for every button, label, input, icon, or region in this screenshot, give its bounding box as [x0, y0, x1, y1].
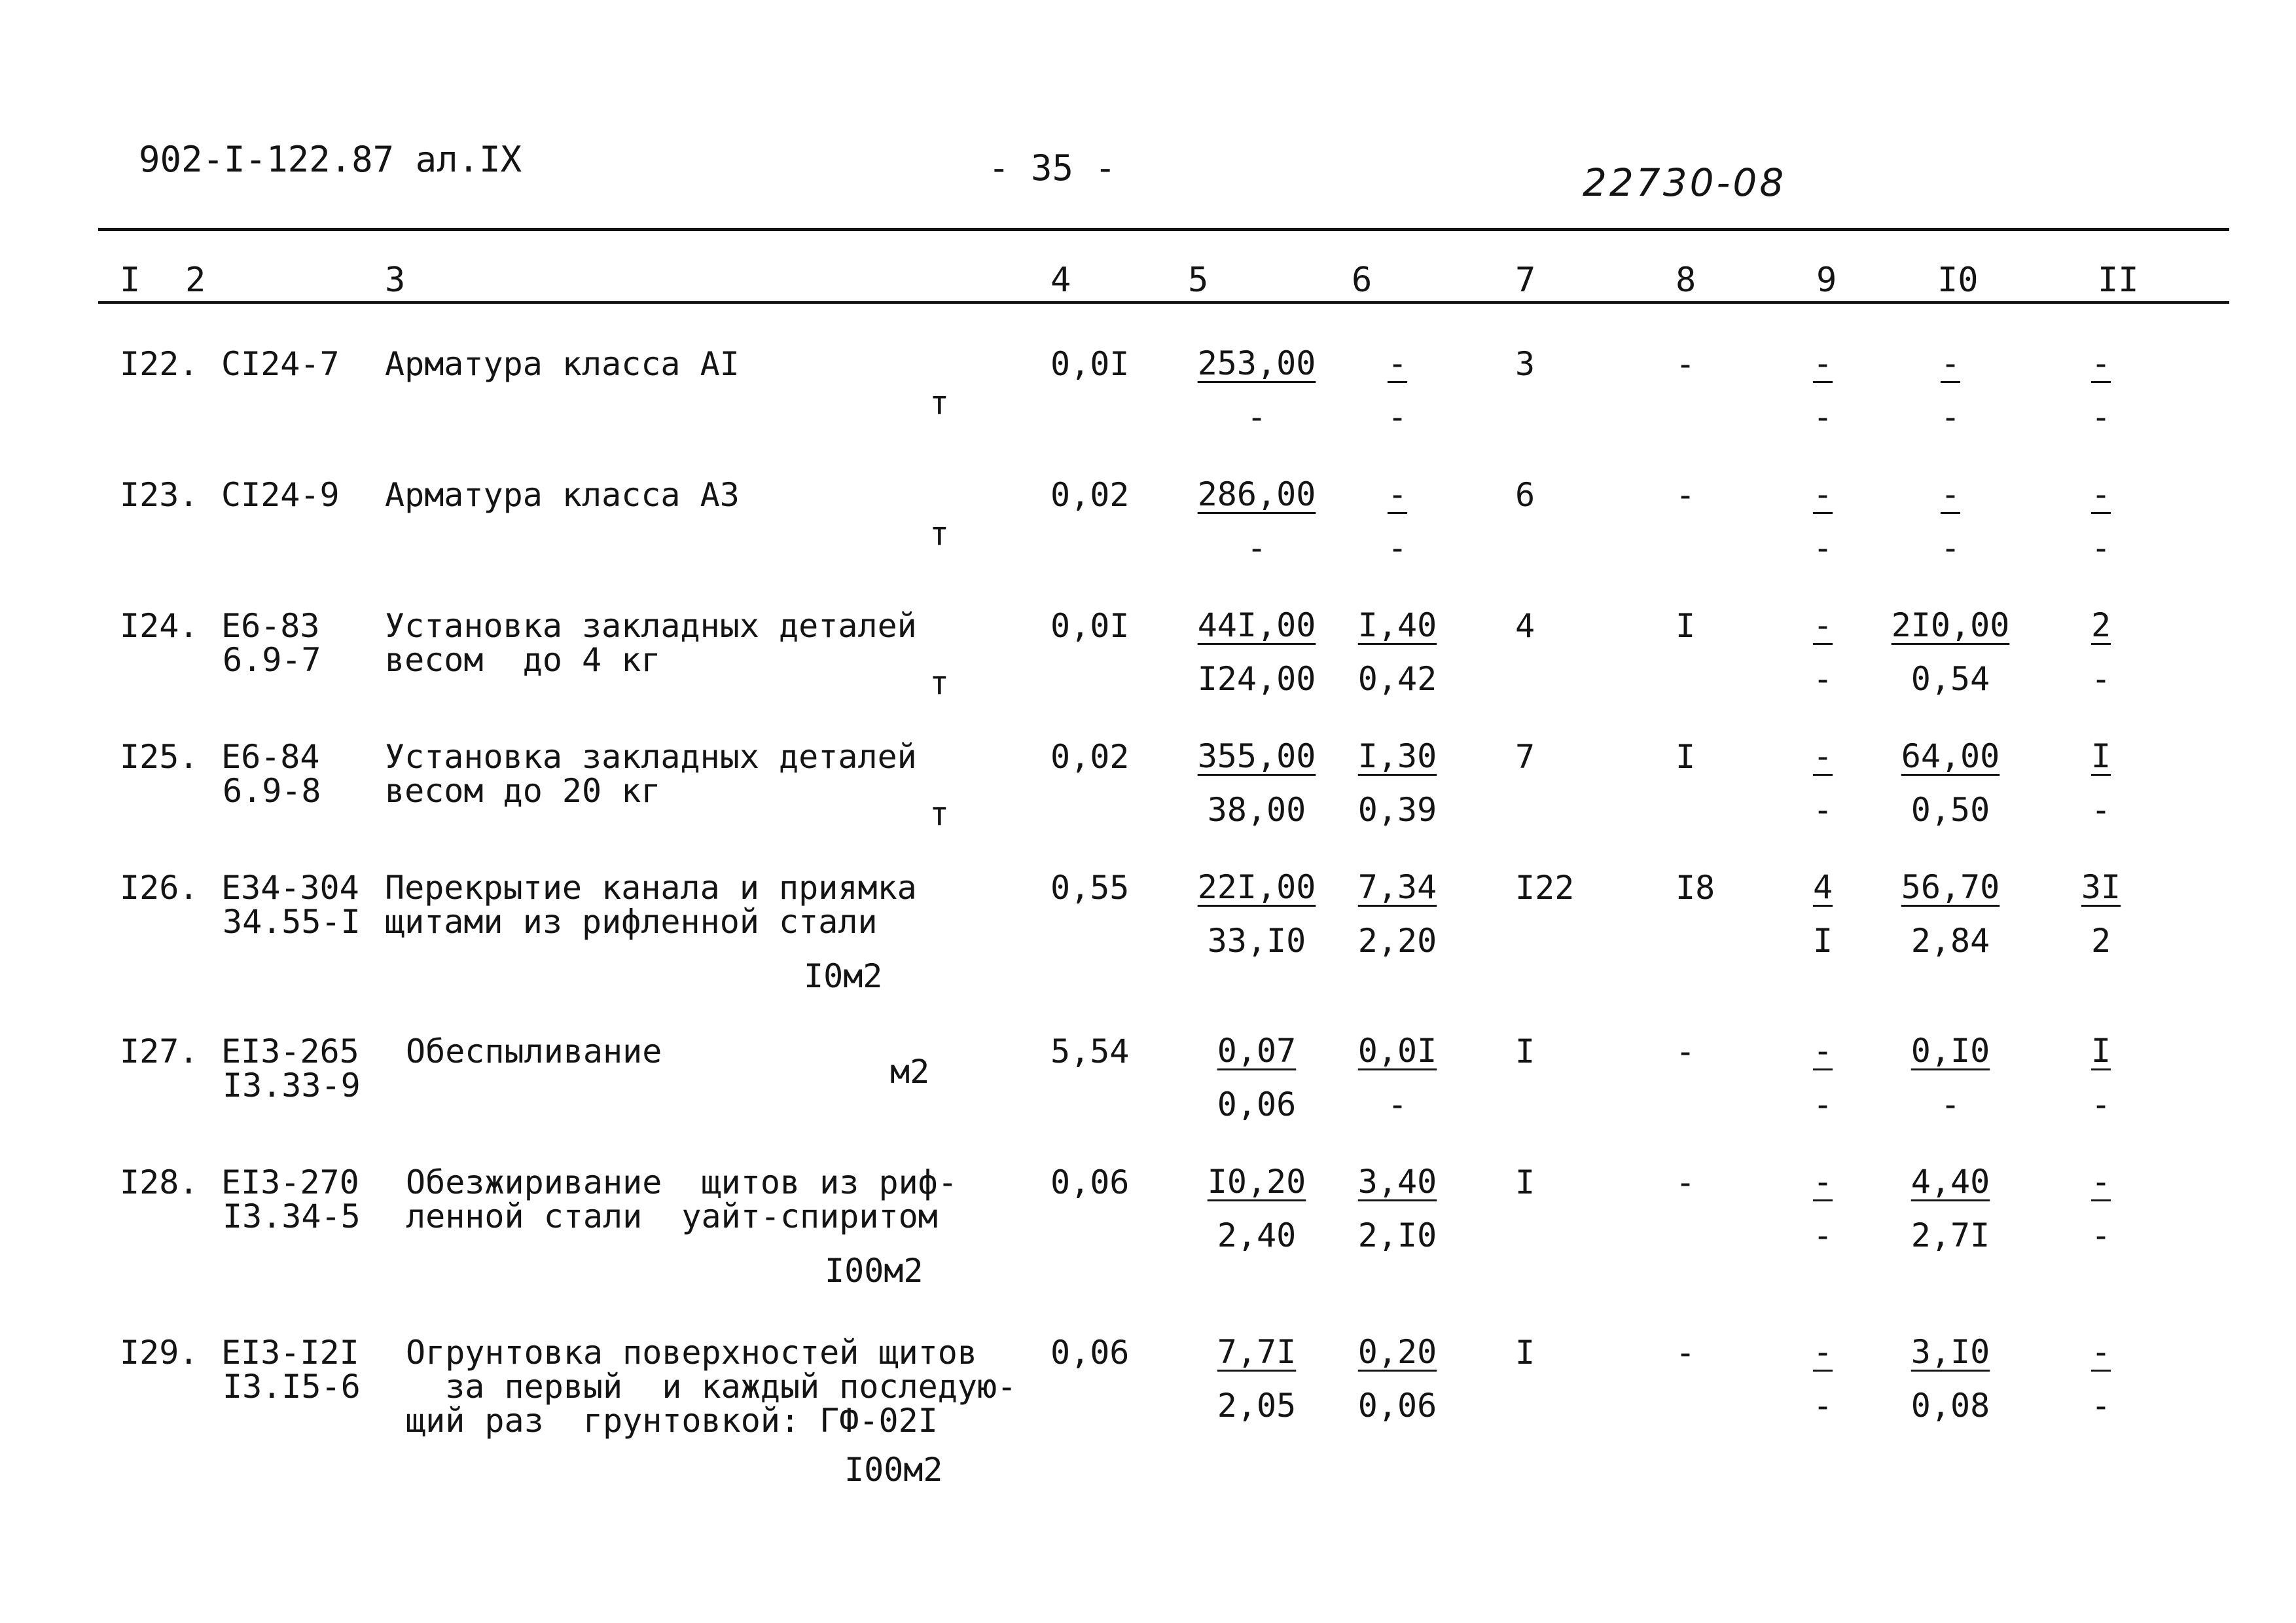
cell-c11-numerator: I: [2090, 1032, 2111, 1070]
cell-c9-denominator: I: [1812, 922, 1833, 960]
cell-c10: [1885, 1333, 2016, 1425]
cell-c9: [1757, 344, 1888, 436]
cell-c10-numerator: 4,40: [1910, 1163, 1990, 1201]
work-description: Обеспыливание: [406, 1032, 662, 1070]
work-description: Установка закладных деталей: [385, 738, 917, 776]
cell-c5-numerator: 0,07: [1217, 1032, 1297, 1070]
norm-code: CI24-9: [221, 476, 340, 514]
cell-c5-denominator: I24,00: [1197, 660, 1316, 698]
cell-c11-numerator: -: [2090, 344, 2111, 382]
cell-c5: [1191, 1333, 1322, 1425]
cell-c9-numerator: -: [1812, 1333, 1833, 1371]
cell-c6-denominator: -: [1387, 398, 1408, 436]
top-rule: [98, 228, 2229, 231]
column-header-11: II: [2098, 261, 2139, 300]
cell-c11-denominator: -: [2090, 1387, 2111, 1425]
column-header-4: 4: [1050, 261, 1071, 300]
document-number: 22730-08: [1583, 160, 1787, 205]
cell-c6-denominator: -: [1387, 529, 1408, 567]
cell-c9: [1757, 1034, 1888, 1121]
cell-c6: [1332, 606, 1463, 698]
cell-c9-denominator: -: [1812, 398, 1833, 436]
cell-c9-denominator: -: [1812, 791, 1833, 829]
cell-c5-denominator: 2,05: [1217, 1387, 1297, 1425]
cell-c10: [1885, 606, 2016, 698]
quantity: 0,0I: [1050, 607, 1130, 645]
norm-code: 34.55-I: [223, 903, 361, 941]
quantity: 0,02: [1050, 476, 1130, 514]
cell-c10-denominator: -: [1940, 1085, 1961, 1123]
cell-c7: 3: [1515, 345, 1535, 383]
cell-c7: I: [1515, 1163, 1535, 1201]
work-description: щий раз грунтовкой: ГФ-02I: [406, 1402, 938, 1440]
norm-code: Е34-304: [221, 869, 359, 907]
cell-c9-numerator: -: [1812, 344, 1833, 382]
cell-c6-numerator: I,40: [1357, 606, 1437, 644]
work-description: ленной стали уайт-спиритом: [406, 1197, 938, 1235]
cell-c9-denominator: -: [1812, 529, 1833, 567]
work-description: Установка закладных деталей: [385, 607, 917, 645]
cell-c8: I: [1676, 738, 1696, 776]
cell-c7: 4: [1515, 607, 1535, 645]
unit-of-measure: I00м2: [825, 1252, 924, 1290]
cell-c5: [1191, 475, 1322, 567]
cell-c7: I: [1515, 1334, 1535, 1372]
quantity: 0,06: [1050, 1163, 1130, 1201]
cell-c8: -: [1676, 1334, 1696, 1372]
cell-c8: I: [1676, 607, 1696, 645]
cell-c10-numerator: 3,I0: [1910, 1333, 1990, 1371]
page-number: - 35 -: [988, 147, 1117, 189]
cell-c6: [1332, 475, 1463, 567]
cell-c9: [1757, 1165, 1888, 1252]
cell-c11-numerator: -: [2090, 1333, 2111, 1371]
cell-c9-denominator: -: [1812, 1216, 1833, 1254]
cell-c9: [1757, 868, 1888, 960]
row-number: I29.: [120, 1334, 199, 1372]
cell-c9: [1757, 1333, 1888, 1425]
cell-c10-denominator: -: [1940, 529, 1961, 567]
cell-c11-denominator: -: [2090, 1216, 2111, 1254]
cell-c5-denominator: -: [1246, 398, 1267, 436]
cell-c11: [2036, 344, 2166, 436]
column-header-9: 9: [1816, 261, 1837, 300]
cell-c10: [1885, 475, 2016, 567]
cell-c5-denominator: 0,06: [1217, 1085, 1297, 1123]
cell-c11-numerator: 3I: [2081, 868, 2121, 906]
cell-c6-numerator: -: [1387, 475, 1408, 513]
unit-of-measure: т: [929, 384, 950, 422]
cell-c5-numerator: 44I,00: [1197, 606, 1316, 644]
row-number: I24.: [120, 607, 199, 645]
norm-code: 6.9-7: [223, 641, 321, 679]
row-number: I28.: [120, 1163, 199, 1201]
cell-c8: I8: [1676, 869, 1715, 907]
cell-c6-denominator: 0,39: [1357, 791, 1437, 829]
cell-c5: [1191, 1165, 1322, 1252]
column-header-8: 8: [1676, 261, 1696, 300]
cell-c6-numerator: 0,0I: [1357, 1032, 1437, 1070]
cell-c9-numerator: -: [1812, 475, 1833, 513]
cell-c5-numerator: 253,00: [1197, 344, 1316, 382]
cell-c11-numerator: -: [2090, 1163, 2111, 1201]
cell-c10-numerator: 56,70: [1901, 868, 2000, 906]
cell-c11-denominator: -: [2090, 529, 2111, 567]
cell-c10-denominator: 2,7I: [1910, 1216, 1990, 1254]
cell-c11-denominator: -: [2090, 791, 2111, 829]
cell-c9-numerator: 4: [1812, 868, 1833, 906]
work-description: весом до 20 кг: [385, 772, 661, 810]
column-header-5: 5: [1188, 261, 1209, 300]
cell-c11: [2036, 1333, 2166, 1425]
cell-c11: [2036, 868, 2166, 960]
row-number: I25.: [120, 738, 199, 776]
quantity: 0,02: [1050, 738, 1130, 776]
cell-c11-numerator: 2: [2090, 606, 2111, 644]
cell-c9-numerator: -: [1812, 1163, 1833, 1201]
cell-c10-denominator: 0,08: [1910, 1387, 1990, 1425]
cell-c6-numerator: 7,34: [1357, 868, 1437, 906]
cell-c7: I: [1515, 1032, 1535, 1070]
cell-c6: [1332, 737, 1463, 829]
cell-c8: -: [1676, 1032, 1696, 1070]
cell-c10-numerator: -: [1940, 344, 1961, 382]
cell-c9-numerator: -: [1812, 606, 1833, 644]
unit-of-measure: т: [929, 664, 950, 702]
quantity: 0,55: [1050, 869, 1130, 907]
row-number: I22.: [120, 345, 199, 383]
cell-c5: [1191, 868, 1322, 960]
cell-c9: [1757, 475, 1888, 567]
cell-c5-denominator: -: [1246, 529, 1267, 567]
cell-c5: [1191, 737, 1322, 829]
cell-c5: [1191, 606, 1322, 698]
cell-c11-denominator: -: [2090, 1085, 2111, 1123]
column-header-6: 6: [1352, 261, 1372, 300]
column-header-1: I: [120, 261, 141, 300]
cell-c10: [1885, 868, 2016, 960]
work-description: щитами из рифленной стали: [385, 903, 878, 941]
norm-code: I3.33-9: [223, 1067, 361, 1104]
cell-c9-numerator: -: [1812, 1032, 1833, 1070]
cell-c11: [2036, 475, 2166, 567]
work-description: за первый и каждый последую-: [406, 1368, 1017, 1406]
cell-c11: [2036, 1034, 2166, 1121]
cell-c6: [1332, 868, 1463, 960]
header-rule: [98, 301, 2229, 304]
column-header-7: 7: [1515, 261, 1536, 300]
cell-c10-numerator: 64,00: [1901, 737, 2000, 775]
norm-code: ЕI3-I2I: [221, 1334, 359, 1372]
cell-c11: [2036, 737, 2166, 829]
unit-of-measure: т: [929, 515, 950, 553]
work-description: Перекрытие канала и приямка: [385, 869, 917, 907]
quantity: 5,54: [1050, 1032, 1130, 1070]
cell-c9-denominator: -: [1812, 1085, 1833, 1123]
cell-c6-denominator: 2,I0: [1357, 1216, 1437, 1254]
cell-c5-numerator: I0,20: [1207, 1163, 1306, 1201]
norm-code: ЕI3-270: [221, 1163, 359, 1201]
cell-c11: [2036, 1165, 2166, 1252]
cell-c9: [1757, 737, 1888, 829]
unit-of-measure: т: [929, 795, 950, 833]
cell-c8: -: [1676, 345, 1696, 383]
row-number: I23.: [120, 476, 199, 514]
cell-c5-denominator: 2,40: [1217, 1216, 1297, 1254]
cell-c6: [1332, 344, 1463, 436]
cell-c6: [1332, 1165, 1463, 1252]
cell-c5: [1191, 344, 1322, 436]
cell-c6-numerator: 3,40: [1357, 1163, 1437, 1201]
cell-c11-denominator: 2: [2090, 922, 2111, 960]
unit-of-measure: I0м2: [804, 957, 883, 995]
cell-c5-numerator: 22I,00: [1197, 868, 1316, 906]
work-description: весом до 4 кг: [385, 641, 661, 679]
cell-c10: [1885, 737, 2016, 829]
cell-c10-denominator: -: [1940, 398, 1961, 436]
column-header-3: 3: [385, 261, 406, 300]
norm-code: 6.9-8: [223, 772, 321, 810]
work-description: Арматура класса А3: [385, 476, 740, 514]
cell-c5: [1191, 1034, 1322, 1121]
document-code: 902-I-122.87 ал.IX: [139, 139, 522, 180]
cell-c11-numerator: I: [2090, 737, 2111, 775]
cell-c10-denominator: 2,84: [1910, 922, 1990, 960]
norm-code: Е6-84: [221, 738, 320, 776]
unit-of-measure: м2: [890, 1053, 930, 1091]
cell-c6-numerator: -: [1387, 344, 1408, 382]
cell-c9-denominator: -: [1812, 660, 1833, 698]
cell-c9-numerator: -: [1812, 737, 1833, 775]
cell-c11: [2036, 606, 2166, 698]
cell-c7: I22: [1515, 869, 1575, 907]
norm-code: I3.34-5: [223, 1197, 361, 1235]
norm-code: ЕI3-265: [221, 1032, 359, 1070]
cell-c11-numerator: -: [2090, 475, 2111, 513]
quantity: 0,0I: [1050, 345, 1130, 383]
cell-c10: [1885, 1034, 2016, 1121]
cell-c6: [1332, 1034, 1463, 1121]
row-number: I26.: [120, 869, 199, 907]
norm-code: I3.I5-6: [223, 1368, 361, 1406]
cell-c10-numerator: -: [1940, 475, 1961, 513]
cell-c9: [1757, 606, 1888, 698]
work-description: Огрунтовка поверхностей щитов: [406, 1334, 977, 1372]
cell-c5-numerator: 7,7I: [1217, 1333, 1297, 1371]
cell-c5-numerator: 355,00: [1197, 737, 1316, 775]
cell-c9-denominator: -: [1812, 1387, 1833, 1425]
row-number: I27.: [120, 1032, 199, 1070]
work-description: Арматура класса АI: [385, 345, 740, 383]
cell-c6-numerator: I,30: [1357, 737, 1437, 775]
cell-c11-denominator: -: [2090, 398, 2111, 436]
cell-c5-denominator: 33,I0: [1207, 922, 1306, 960]
cell-c6-denominator: 0,42: [1357, 660, 1437, 698]
unit-of-measure: I00м2: [844, 1451, 943, 1489]
norm-code: CI24-7: [221, 345, 340, 383]
cell-c5-denominator: 38,00: [1207, 791, 1306, 829]
cell-c10: [1885, 344, 2016, 436]
cell-c5-numerator: 286,00: [1197, 475, 1316, 513]
cell-c8: -: [1676, 1163, 1696, 1201]
quantity: 0,06: [1050, 1334, 1130, 1372]
cell-c6-denominator: 0,06: [1357, 1387, 1437, 1425]
cell-c7: 6: [1515, 476, 1535, 514]
column-header-2: 2: [185, 261, 206, 300]
cell-c8: -: [1676, 476, 1696, 514]
cell-c6: [1332, 1333, 1463, 1425]
cell-c10: [1885, 1165, 2016, 1252]
norm-code: Е6-83: [221, 607, 320, 645]
cell-c10-denominator: 0,54: [1910, 660, 1990, 698]
cell-c6-numerator: 0,20: [1357, 1333, 1437, 1371]
cell-c11-denominator: -: [2090, 660, 2111, 698]
cell-c10-numerator: 2I0,00: [1891, 606, 2010, 644]
cell-c10-denominator: 0,50: [1910, 791, 1990, 829]
cell-c6-denominator: -: [1387, 1085, 1408, 1123]
cell-c6-denominator: 2,20: [1357, 922, 1437, 960]
cell-c10-numerator: 0,I0: [1910, 1032, 1990, 1070]
work-description: Обезжиривание щитов из риф-: [406, 1163, 958, 1201]
cell-c7: 7: [1515, 738, 1535, 776]
column-header-10: I0: [1937, 261, 1979, 300]
